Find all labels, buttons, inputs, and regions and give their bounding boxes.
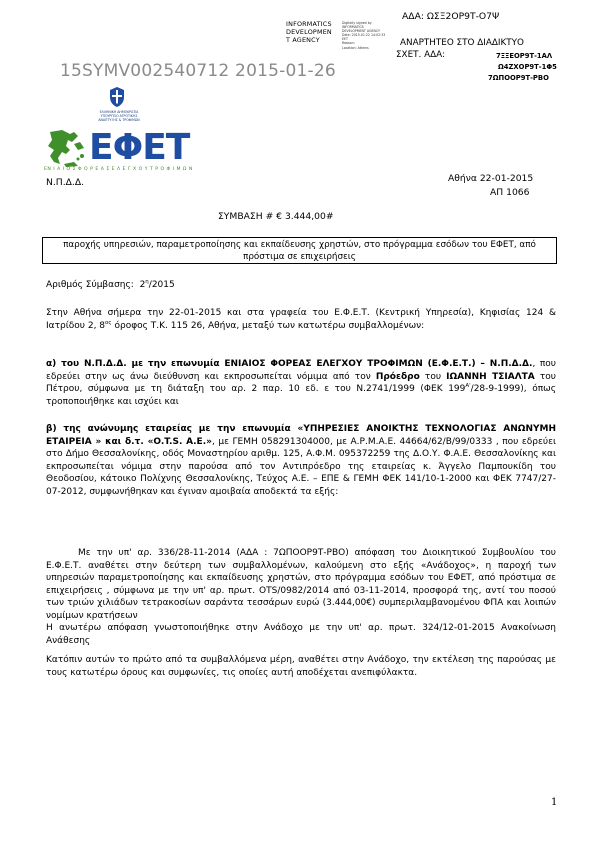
greek-coat-of-arms-icon bbox=[108, 86, 126, 108]
legal-entity-type: Ν.Π.Δ.Δ. bbox=[46, 177, 85, 188]
contract-amount-title: ΣΥΜΒΑΣΗ # € 3.444,00# bbox=[218, 211, 334, 222]
related-ada-code: 7ΞΞΕΟΡ9Τ-1ΑΛ bbox=[496, 52, 553, 60]
related-ada-code: 7ΩΠΟΟΡ9Τ-ΡΒΟ bbox=[488, 74, 549, 82]
contract-number: Αριθμός Σύμβασης: $2^\eta/2015$ bbox=[46, 279, 175, 290]
protocol-number: ΑΠ 1066 bbox=[490, 187, 530, 198]
efet-logo-subtitle: ΕΝ Ι Α Ι Ο Σ Φ Ο Ρ Ε Α Σ Ε Λ Ε Γ Χ Ο Υ Τ Ρ Ο Φ Ι Μ Ω Ν bbox=[44, 167, 193, 172]
ada-code-top: ΑΔΑ: ΩΣΞ2ΟΡ9Τ-Ο7Ψ bbox=[402, 11, 500, 22]
award-paragraph: Με την υπ' αρ. 336/28-11-2014 (ΑΔΑ : 7ΩΠΟΟΡ9Τ-ΡΒΟ) απόφαση του Διοικητικού Συμβουλίου του Ε.Φ.Ε.Τ. αναθέτει στην δεύτερη των συμβαλλομένων, καλούμενη στο εξής «Ανάδοχος», η παροχή των υπηρεσιών παραμετροποίησης και εκπαίδευσης χρηστών, στο πρόγραμμα εσόδων του ΕΦΕΤ, από πρόστιμα σε επιχειρήσεις , σύμφωνα με την υπ' αρ. πρωτ. OTS/0982/2014 από 03-11-2014, προσφορά της, αντί του ποσού των τριών χιλιάδων τετρακοσίων σαράντα τεσσάρων ευρώ (3.444,00€) συμπεριλαμβανομένου ΦΠΑ και λοιπών νομίμων κρατήσεων Η ανωτέρω απόφαση γνωστοποιήθηκε στην Ανάδοχο με την υπ' αρ. πρωτ. 324/12-01-2015 Ανακοίνωση Ανάθεσης bbox=[46, 548, 556, 646]
digital-signature-details: Digitally signed by INFORMATICS DEVELOPMENT AGENCY Date: 2015.01.22 14:02:33 EET Reason: Location: Athens bbox=[342, 21, 386, 50]
document-date: Αθήνα 22-01-2015 bbox=[448, 173, 534, 184]
document-stamp-id: 15SYMV002540712 2015-01-26 bbox=[60, 61, 336, 81]
related-ada-label: ΣΧΕΤ. ΑΔΑ: bbox=[396, 50, 446, 60]
contract-subject: παροχής υπηρεσιών, παραμετροποίησης και εκπαίδευσης χρηστών, στο πρόγραμμα εσόδων του ΕΦΕΤ, από πρόστιμα σε επιχειρήσεις bbox=[63, 240, 536, 262]
party-a-paragraph: α) του Ν.Π.Δ.Δ. με την επωνυμία ΕΝΙΑΙΟΣ ΦΟΡΕΑΣ ΕΛΕΓΧΟΥ ΤΡΟΦΙΜΩΝ (Ε.Φ.Ε.Τ.) – Ν.Π.Δ.Δ., που εδρεύει στην ως άνω διεύθυνση και εκπροσωπείται νόμιμα από τον Πρόεδρο του ΙΩΑΝΝΗ ΤΣΙΑΛΤΑ του Πέτρου, σύμφωνα με τη διάταξη του αρ. 2 παρ. 10 εδ. ε του Ν.2741/1999 (ΦΕΚ $199^{A'}/28-9-1999$), όπως τροποποιήθηκε και ισχύει και bbox=[46, 359, 557, 407]
greece-map-icon bbox=[44, 128, 88, 168]
signer-name: INFORMATICS DEVELOPMEN T AGENCY bbox=[286, 20, 332, 44]
efet-logo-word: ΕΦΕΤ bbox=[89, 127, 190, 168]
post-online-label: ΑΝΑΡΤΗΤΕΟ ΣΤΟ ΔΙΑΔΙΚΤΥΟ bbox=[400, 38, 524, 48]
intro-paragraph: Στην Αθήνα σήμερα την 22-01-2015 και στα γραφεία του Ε.Φ.Ε.Τ. (Κεντρική Υπηρεσία), Κηφισίας 124 & Ιατρίδου 2, $8^{o\varsigma}$ όροφος Τ.Κ. 115 26, Αθήνα, μεταξύ των κατωτέρω συμβαλλομένων: bbox=[46, 308, 556, 331]
party-b-paragraph: β) της ανώνυμης εταιρείας με την επωνυμία «ΥΠΗΡΕΣΙΕΣ ΑΝΟΙΚΤΗΣ ΤΕΧΝΟΛΟΓΙΑΣ ΑΝΩΝΥΜΗ ΕΤΑΙΡΕΙΑ » και δ.τ. «O.T.S. Α.Ε.», με ΓΕΜΗ 058291304000, με Α.Ρ.Μ.Α.Ε. 44664/62/Β/99/0333 , που εδρεύει στο Δήμο Θεσσαλονίκης, οδός Μοναστηρίου αριθμ. 125, Α.Φ.Μ. 095372259 της Δ.Ο.Υ. Φ.Α.Ε. Θεσσαλονίκης και εκπροσωπείται νόμιμα στην παρούσα από τον Αντιπρόεδρο της εταιρείας κ. Άγγελο Παμπουκίδη του Θεοδοσίου, κάτοικο Πολίχνης Θεσσαλονίκης, Τεύχος Α.Ε. – ΕΠΕ & ΓΕΜΗ ΦΕΚ 141/10-1-2000 και ΦΕΚ 7747/27-07-2012, συμφωνήθηκαν και έγιναν αμοιβαία αποδεκτά τα εξής: bbox=[46, 424, 556, 497]
ministry-heading: ΕΛΛΗΝΙΚΗ ΔΗΜΟΚΡΑΤΙΑ ΥΠΟΥΡΓΕΙΟ ΑΓΡΟΤΙΚΗΣ ΑΝΑΠΤΥΞΗΣ & ΤΡΟΦΙΜΩΝ bbox=[98, 110, 140, 122]
page-number: 1 bbox=[551, 797, 558, 808]
assignment-paragraph: Κατόπιν αυτών το πρώτο από τα συμβαλλόμενα μέρη, αναθέτει στην Ανάδοχο, την εκτέλεση της παρούσας με τους κατωτέρω όρους και συμφωνίες, τις οποίες αυτή αποδέχεται ανεπιφύλακτα. bbox=[46, 655, 556, 678]
related-ada-code: Ω4ΖΧΟΡ9Τ-1Φ5 bbox=[498, 63, 557, 71]
contract-subject-box bbox=[42, 237, 557, 264]
